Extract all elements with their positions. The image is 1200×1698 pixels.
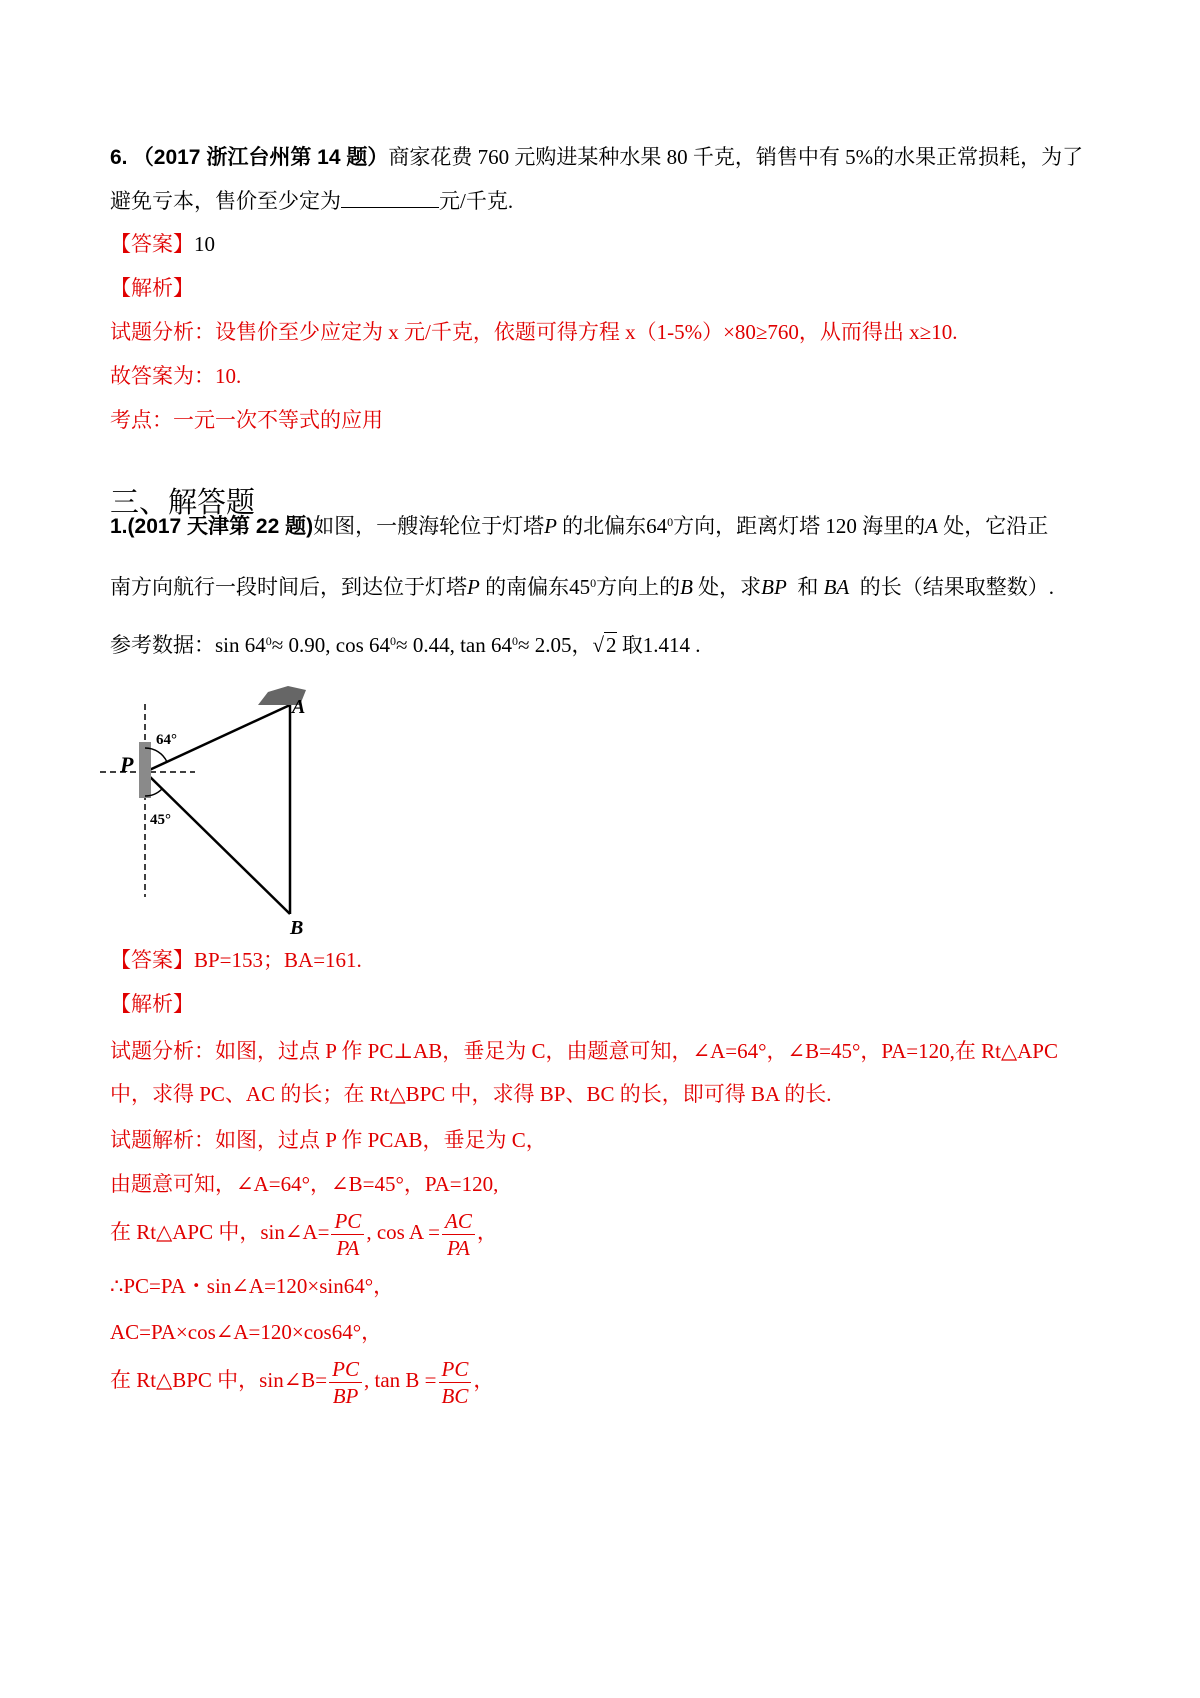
q1-text: 南方向航行一段时间后，到达位于灯塔 bbox=[110, 575, 467, 599]
ref-label: 参考数据： bbox=[110, 633, 215, 657]
q1-text: 如图，一艘海轮位于灯塔 bbox=[313, 514, 545, 538]
deg-sup: 0 bbox=[667, 515, 674, 529]
deg: 64 bbox=[646, 514, 668, 538]
deg-sup: 0 bbox=[511, 634, 518, 648]
q6-point: 考点：一元一次不等式的应用 bbox=[110, 408, 383, 432]
q1-text: 和 bbox=[797, 575, 819, 599]
q1-text: 方向，距离灯塔 120 海里的 bbox=[673, 514, 926, 538]
sqrt-sign: √ bbox=[592, 633, 605, 657]
deg: 45 bbox=[569, 575, 591, 599]
q6-source: （2017 浙江台州第 14 题） bbox=[132, 146, 389, 169]
segment-pb bbox=[145, 772, 290, 914]
solution-line-2: 中，求得 PC、AC 的长；在 Rt△BPC 中，求得 BP、BC 的长，即可得 BA 的长. bbox=[110, 1082, 832, 1106]
q1-source: (2017 天津第 22 题) bbox=[127, 515, 314, 538]
ref-sep: ， bbox=[571, 633, 593, 657]
lighthouse-icon bbox=[139, 742, 151, 798]
ref-tan-val: ≈ 2.05 bbox=[517, 633, 572, 657]
q1-text: 方向上的 bbox=[596, 575, 681, 599]
sol-text: , cos A = bbox=[366, 1220, 440, 1244]
deg-sup: 0 bbox=[390, 634, 397, 648]
q1-text: 处，求 bbox=[698, 575, 762, 599]
ref-sin: sin 64 bbox=[215, 633, 266, 657]
var-p: P bbox=[544, 514, 557, 538]
q6-answer-label: 【答案】 bbox=[110, 232, 194, 256]
ref-sin-val: ≈ 0.90, cos 64 bbox=[271, 633, 391, 657]
var-ba: BA bbox=[823, 575, 850, 599]
q1-text: 的北偏东 bbox=[562, 514, 647, 538]
numerator: PC bbox=[439, 1356, 472, 1383]
fraction-pc-pa bbox=[331, 1208, 364, 1261]
fraction-pc-bc bbox=[439, 1356, 472, 1409]
point-label-p: P bbox=[120, 752, 134, 777]
q6-text-2a: 避免亏本，售价至少定为 bbox=[110, 189, 341, 213]
solution-line-6: ∴PC=PA・sin∠A=120×sin64°， bbox=[110, 1274, 395, 1298]
q6-text-1: 商家花费 760 元购进某种水果 80 千克，销售中有 5%的水果正常损耗，为了 bbox=[388, 145, 1084, 169]
sol-text: 在 Rt△BPC 中，sin∠B= bbox=[110, 1368, 328, 1392]
numerator: AC bbox=[442, 1208, 475, 1235]
fraction-ac-pa bbox=[442, 1208, 475, 1261]
fraction-pc-bp bbox=[329, 1356, 362, 1409]
solution-analysis-label: 【解析】 bbox=[110, 992, 194, 1016]
sol-text: ， bbox=[473, 1368, 495, 1392]
lighthouse-figure bbox=[100, 696, 330, 942]
q6-line-1 bbox=[110, 143, 1083, 172]
angle-label-64: 64° bbox=[156, 732, 177, 748]
q1-reference-data bbox=[110, 631, 701, 659]
q1-line-2 bbox=[110, 573, 1054, 601]
denominator: BC bbox=[441, 1383, 469, 1408]
denominator: PA bbox=[336, 1235, 360, 1260]
var-b: B bbox=[680, 575, 693, 599]
denominator: PA bbox=[446, 1235, 470, 1260]
point-label-a: A bbox=[292, 696, 306, 718]
sol-text: ， bbox=[476, 1220, 498, 1244]
q6-analysis-label: 【解析】 bbox=[110, 276, 194, 300]
numerator: PC bbox=[329, 1356, 362, 1383]
answer-blank bbox=[341, 189, 439, 208]
point-label-b: B bbox=[290, 917, 304, 939]
numerator: PC bbox=[331, 1208, 364, 1235]
q6-answer-value: 10 bbox=[194, 232, 215, 256]
q6-text-2b: 元/千克. bbox=[439, 189, 514, 213]
solution-line-4: 由题意可知，∠A=64°，∠B=45°，PA=120, bbox=[110, 1172, 499, 1196]
sol-text: 在 Rt△APC 中，sin∠A= bbox=[110, 1220, 330, 1244]
q6-line-2 bbox=[110, 187, 513, 215]
var-p: P bbox=[467, 575, 480, 599]
angle-label-45: 45° bbox=[150, 812, 171, 828]
solution-answer: 【答案】BP=153；BA=161. bbox=[110, 948, 362, 972]
solution-line-7: AC=PA×cos∠A=120×cos64°， bbox=[110, 1320, 383, 1344]
denominator: BP bbox=[332, 1383, 359, 1408]
solution-line-3: 试题解析：如图，过点 P 作 PCAB，垂足为 C， bbox=[110, 1128, 547, 1152]
q1-text: 处，它沿正 bbox=[943, 514, 1049, 538]
q1-text: 的南偏东 bbox=[485, 575, 570, 599]
q1-text: 的长（结果取整数）. bbox=[859, 575, 1054, 599]
solution-line-5 bbox=[110, 1204, 498, 1261]
solution-line-1: 试题分析：如图，过点 P 作 PC⊥AB，垂足为 C，由题意可知，∠A=64°，∠B=45°，PA=120,在 Rt△APC bbox=[110, 1039, 1058, 1063]
deg-sup: 0 bbox=[590, 576, 597, 590]
section-title: 三、解答题 bbox=[110, 485, 256, 519]
q6-analysis-2: 故答案为：10. bbox=[110, 364, 242, 388]
deg-sup: 0 bbox=[265, 634, 272, 648]
q6-number: 6. bbox=[110, 146, 128, 169]
var-a: A bbox=[925, 514, 938, 538]
solution-line-8 bbox=[110, 1352, 494, 1409]
sol-text: , tan B = bbox=[363, 1368, 437, 1392]
ref-cos-val: ≈ 0.44, tan 64 bbox=[396, 633, 512, 657]
q6-analysis-1: 试题分析：设售价至少应定为 x 元/千克，依题可得方程 x（1-5%）×80≥760，从而得出 x≥10. bbox=[110, 320, 958, 344]
sqrt-arg: 2 bbox=[606, 633, 617, 657]
q1-line-1 bbox=[110, 512, 1048, 541]
ref-take: 取1.414 bbox=[621, 633, 691, 657]
q6-answer bbox=[110, 230, 215, 258]
var-bp: BP bbox=[761, 575, 787, 599]
ref-end: . bbox=[695, 633, 701, 657]
q1-number: 1. bbox=[110, 515, 128, 538]
